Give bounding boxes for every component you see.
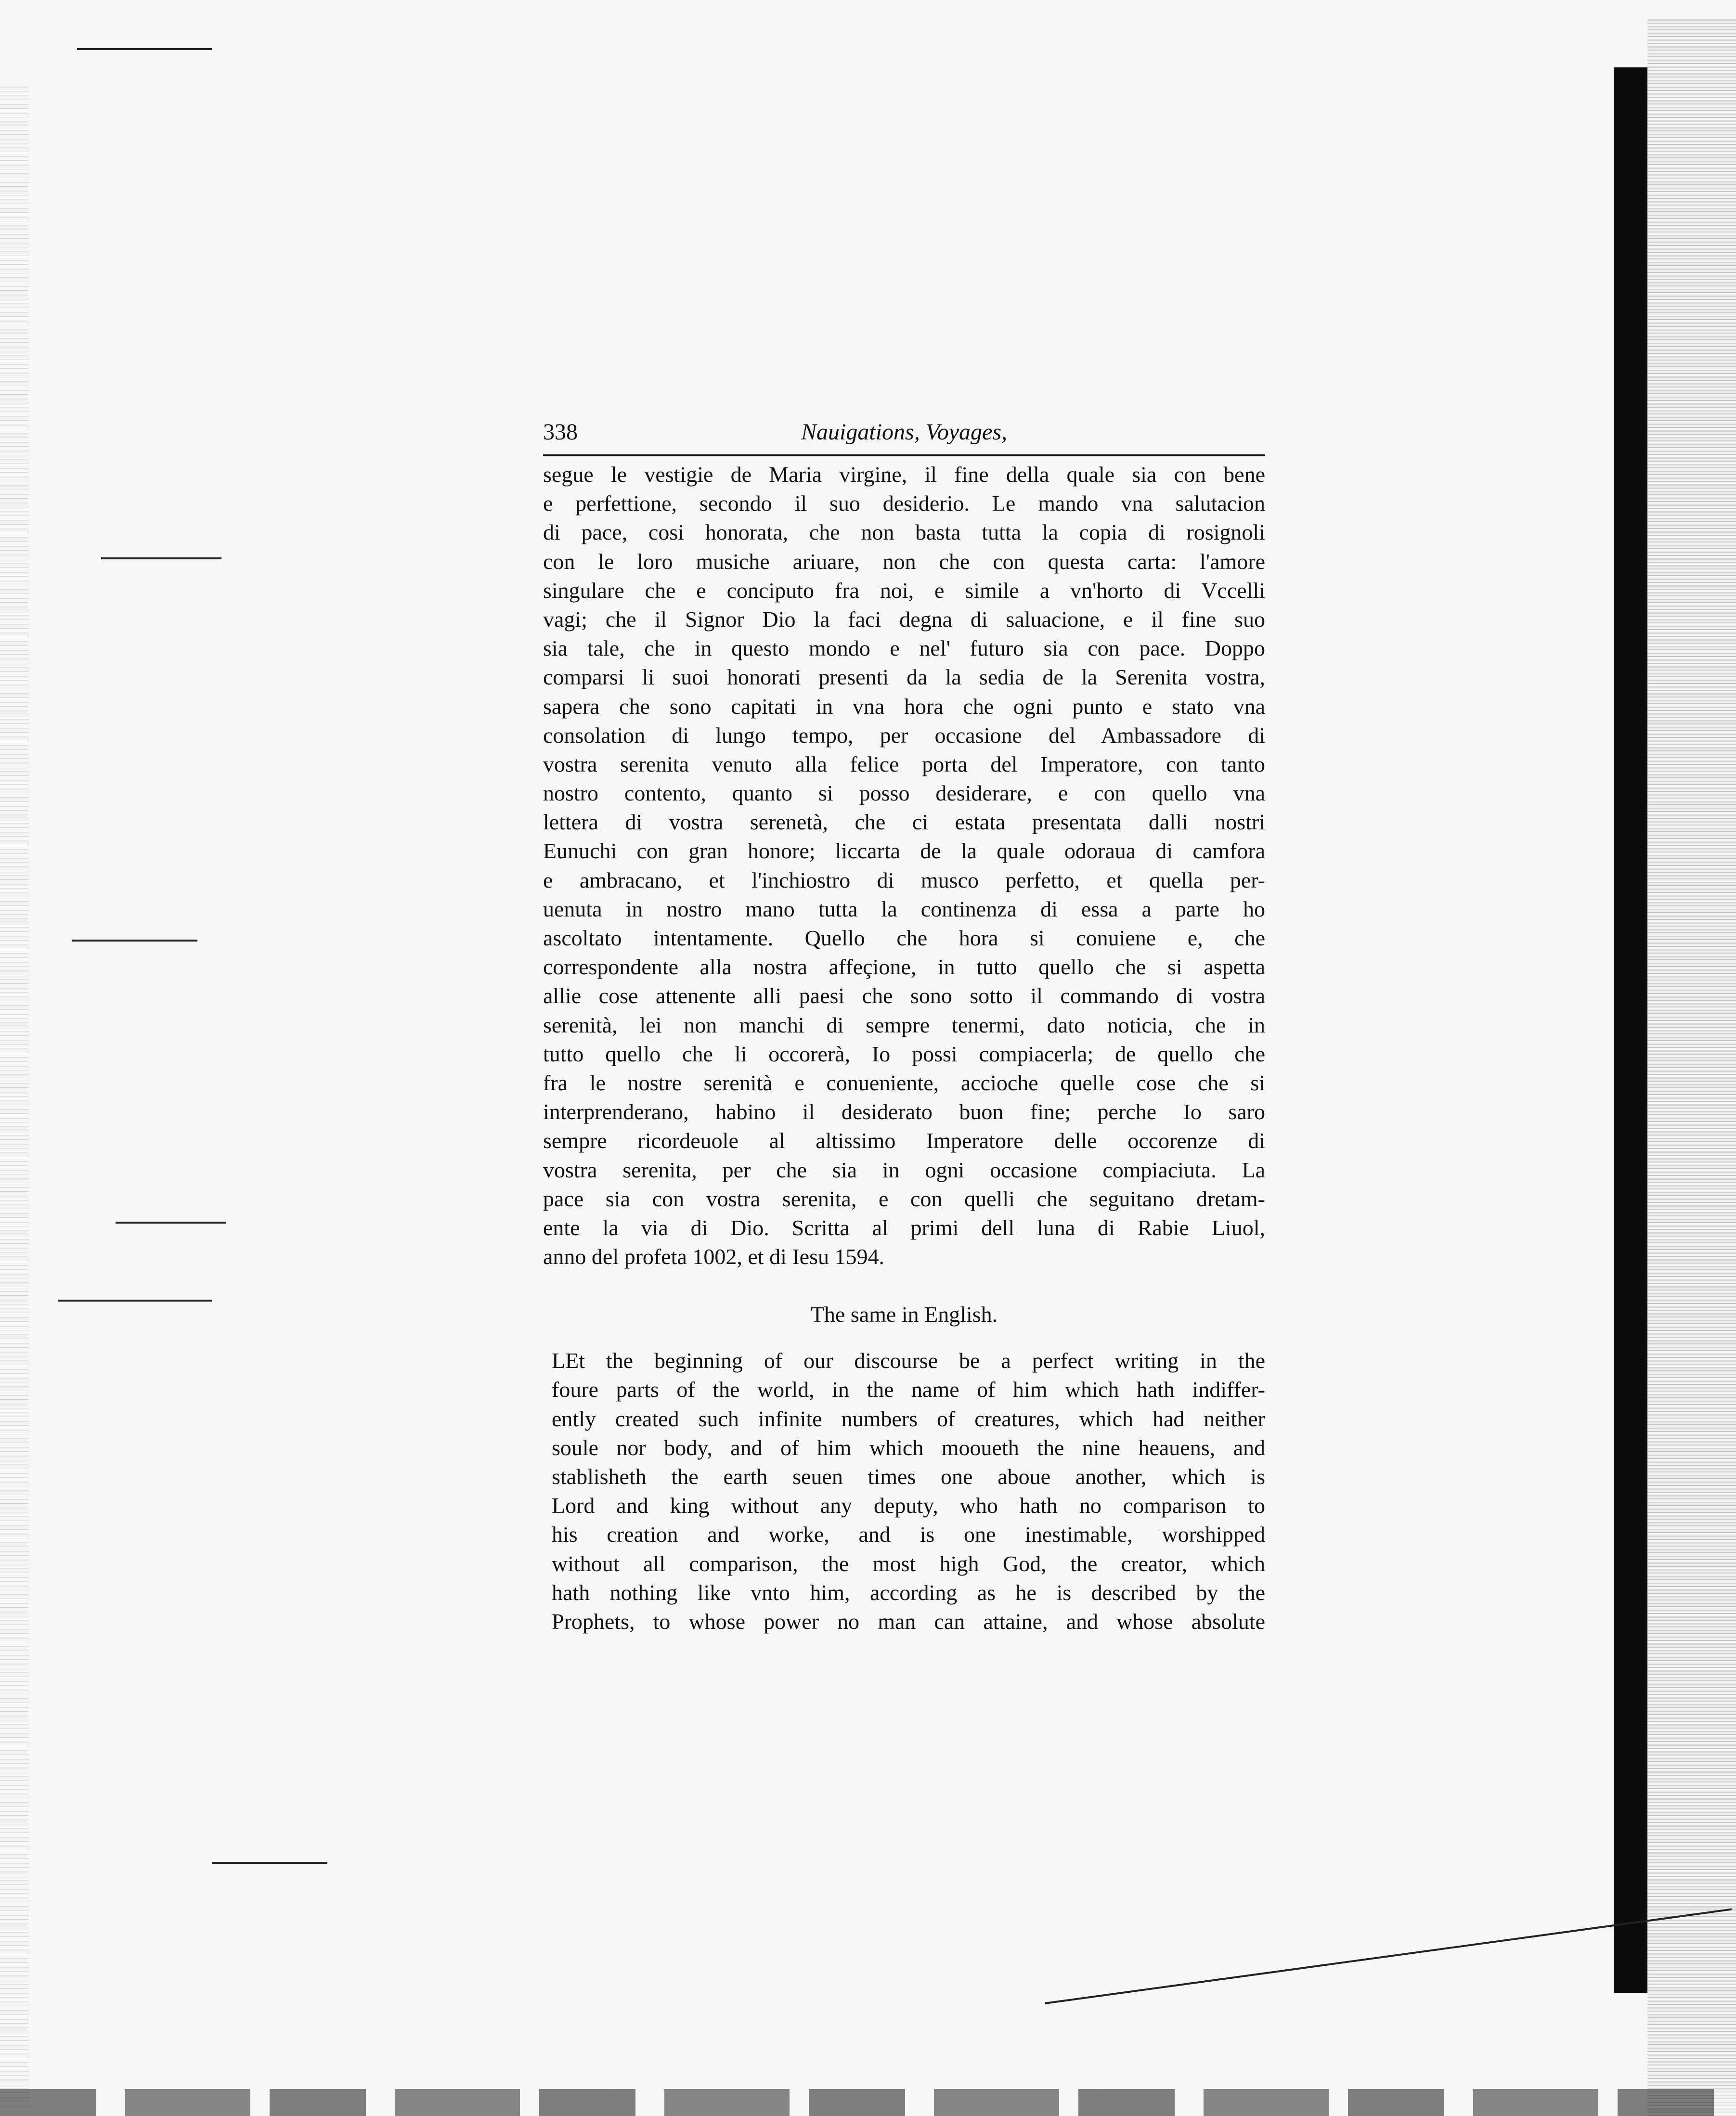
stray-mark (101, 557, 221, 559)
text-block (543, 419, 1265, 1636)
text-line: uenuta in nostro mano tutta la continenza di essa a parte ho (543, 896, 1265, 921)
stray-mark (116, 1222, 226, 1224)
english-translation (543, 1346, 1265, 1636)
text-line: sempre ricordeuole al altissimo Imperatore delle occorenze di (543, 1128, 1265, 1153)
bottom-edge-strip (0, 2089, 1736, 2116)
text-line: correspondente alla nostra affeçione, in tutto quello che si aspetta (543, 955, 1265, 980)
running-title: Nauigations, Voyages, (801, 419, 1007, 445)
text-line: vostra serenita, per che sia in ogni occasione compiaciuta. La (543, 1157, 1265, 1182)
stray-mark (77, 48, 212, 50)
text-line: e ambracano, et l'inchiostro di musco perfetto, et quella per- (543, 867, 1265, 892)
running-head (543, 419, 1265, 452)
gutter-shadow-bar (1614, 67, 1647, 1993)
text-line: vostra serenita venuto alla felice porta del Imperatore, con tanto (543, 751, 1265, 776)
text-line: fra le nostre serenità e conueniente, accioche quelle cose che si (543, 1070, 1265, 1095)
left-edge-noise (0, 87, 29, 2108)
text-line: tutto quello che li occorerà, Io possi compiacerla; de quello che (543, 1041, 1265, 1066)
text-line: sapera che sono capitati in vna hora che ogni punto e stato vna (543, 694, 1265, 719)
text-line: his creation and worke, and is one inestimable, worshipped (552, 1522, 1265, 1547)
text-line: ente la via di Dio. Scritta al primi dell luna di Rabie Liuol, (543, 1215, 1265, 1240)
text-line: consolation di lungo tempo, per occasione del Ambassadore di (543, 723, 1265, 748)
section-heading: The same in English. (810, 1302, 998, 1327)
text-line: nostro contento, quanto si posso desiderare, e con quello vna (543, 781, 1265, 806)
text-line: Lord and king without any deputy, who hath no comparison to (552, 1493, 1265, 1518)
text-line: LEt the beginning of our discourse be a perfect writing in the (552, 1348, 1265, 1373)
text-line: lettera di vostra serenetà, che ci estata presentata dalli nostri (543, 810, 1265, 835)
page-number: 338 (543, 419, 578, 445)
text-line: sia tale, che in questo mondo e nel' futuro sia con pace. Doppo (543, 636, 1265, 661)
text-line: hath nothing like vnto him, according as he is described by the (552, 1580, 1265, 1605)
stray-mark (58, 1300, 212, 1302)
italian-letter (543, 460, 1265, 1271)
text-line: ascoltato intentamente. Quello che hora si conuiene e, che (543, 926, 1265, 950)
text-line: con le loro musiche ariuare, non che con questa carta: l'amore (543, 549, 1265, 574)
text-line: anno del profeta 1002, et di Iesu 1594. (543, 1244, 884, 1269)
text-line: pace sia con vostra serenita, e con quelli che seguitano dretam- (543, 1186, 1265, 1211)
text-line: allie cose attenente alli paesi che sono sotto il commando di vostra (543, 983, 1265, 1008)
header-rule (543, 454, 1265, 456)
text-line: ently created such infinite numbers of creatures, which had neither (552, 1406, 1265, 1431)
text-line: singulare che e conciputo fra noi, e simile a vn'horto di Vccelli (543, 578, 1265, 603)
text-line: comparsi li suoi honorati presenti da la sedia de la Serenita vostra, (543, 665, 1265, 690)
text-line: serenità, lei non manchi di sempre tenermi, dato noticia, che in (543, 1012, 1265, 1037)
text-line: e perfettione, secondo il suo desiderio. Le mando vna salutacion (543, 491, 1265, 516)
text-line: di pace, cosi honorata, che non basta tutta la copia di rosignoli (543, 520, 1265, 545)
text-line: soule nor body, and of him which mooueth the nine heauens, and (552, 1435, 1265, 1460)
text-line: Eunuchi con gran honore; liccarta de la quale odoraua di camfora (543, 839, 1265, 864)
text-line: stablisheth the earth seuen times one aboue another, which is (552, 1464, 1265, 1489)
text-line: without all comparison, the most high God, the creator, which (552, 1551, 1265, 1576)
text-line: segue le vestigie de Maria virgine, il fine della quale sia con bene (543, 462, 1265, 487)
right-edge-noise (1647, 19, 1736, 2116)
text-line: Prophets, to whose power no man can attaine, and whose absolute (552, 1609, 1265, 1634)
text-line: vagi; che il Signor Dio la faci degna di saluacione, e il fine suo (543, 606, 1265, 632)
text-line: interprenderano, habino il desiderato buon fine; perche Io saro (543, 1099, 1265, 1124)
stray-mark (212, 1862, 327, 1864)
text-line: foure parts of the world, in the name of him which hath indiffer- (552, 1377, 1265, 1402)
stray-mark (72, 940, 197, 942)
